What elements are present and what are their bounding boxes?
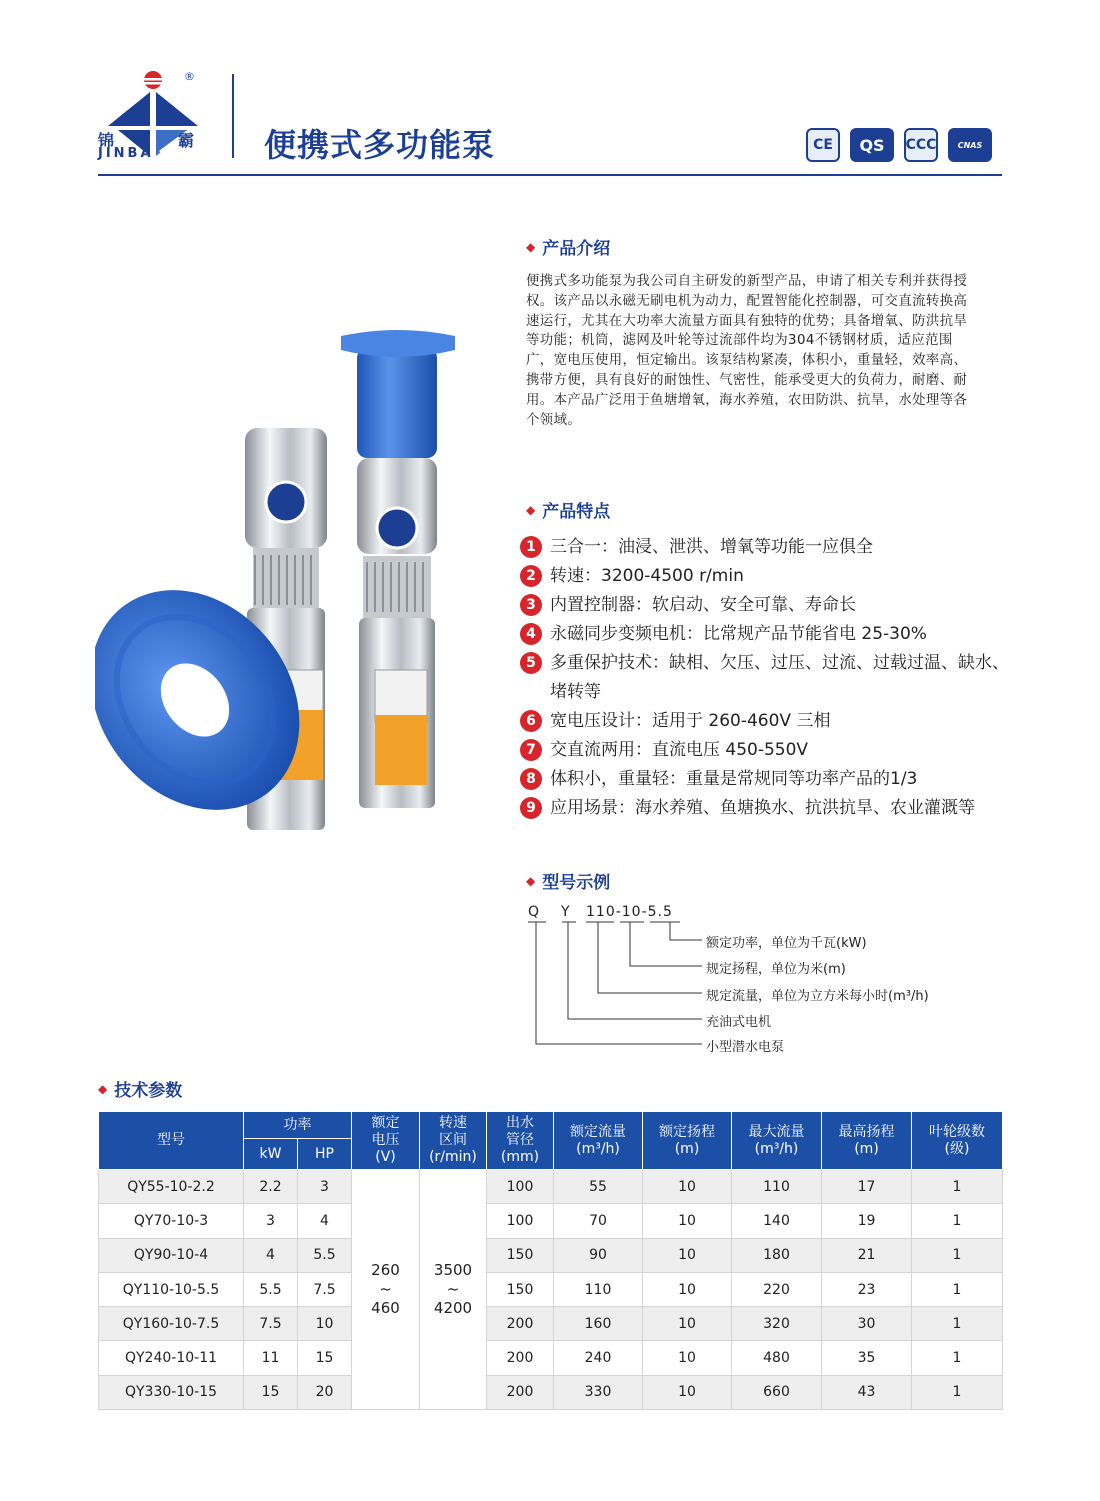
table-row: QY70-10-3 3 4 100 70 10 140 19 1	[99, 1204, 1003, 1238]
table-row: QY160-10-7.5 7.5 10 200 160 10 320 30 1	[99, 1307, 1003, 1341]
model-code-y: Y	[561, 904, 571, 920]
feature-item: 9 应用场景：海水养殖、鱼塘换水、抗洪抗旱、农业灌溉等	[520, 794, 1010, 823]
header-rule	[98, 174, 1002, 176]
table-row: QY90-10-4 4 5.5 150 90 10 180 21 1	[99, 1238, 1003, 1272]
speed-range: 3500 ~ 4200	[420, 1170, 487, 1410]
feature-item: 8 体积小，重量轻：重量是常规同等功率产品的1/3	[520, 765, 1010, 794]
feature-item: 7 交直流两用：直流电压 450-550V	[520, 736, 1010, 765]
features-heading: ◆ 产品特点	[526, 502, 611, 522]
product-pump-image	[95, 330, 495, 840]
number-badge-icon: 1	[520, 536, 542, 558]
model-code-q: Q	[528, 904, 541, 920]
feature-item: 5 多重保护技术：缺相、欠压、过压、过流、过载过温、缺水、堵转等	[520, 649, 1010, 707]
diamond-bullet-icon: ◆	[526, 873, 536, 888]
table-row: QY55-10-2.2 2.2 3 260 ~ 460 3500 ~ 4200 100 55 10 110 17 1	[99, 1170, 1003, 1204]
header-outlet: 出水 管径 (mm)	[487, 1112, 554, 1170]
model-example-heading: ◆ 型号示例	[526, 873, 611, 893]
number-badge-icon: 6	[520, 710, 542, 732]
model-desc-motor: 充油式电机	[706, 1015, 772, 1030]
feature-item: 1 三合一：油浸、泄洪、增氧等功能一应俱全	[520, 533, 1010, 562]
ccc-cert-icon: CCC	[904, 128, 938, 162]
header-voltage: 额定 电压 (V)	[352, 1112, 420, 1170]
number-badge-icon: 4	[520, 623, 542, 645]
table-row: QY330-10-15 15 20 200 330 10 660 43 1	[99, 1375, 1003, 1409]
qs-cert-icon: QS	[850, 128, 894, 162]
model-desc-power: 额定功率，单位为千瓦(kW)	[706, 936, 867, 951]
header-hp: HP	[298, 1139, 352, 1170]
number-badge-icon: 8	[520, 768, 542, 790]
header-model: 型号	[99, 1112, 244, 1170]
header-divider	[232, 74, 234, 158]
feature-item: 3 内置控制器：软启动、安全可靠、寿命长	[520, 591, 1010, 620]
header-kw: kW	[244, 1139, 298, 1170]
certification-badges	[806, 128, 992, 162]
feature-list	[520, 533, 1010, 823]
spec-table	[98, 1111, 1003, 1410]
table-row: QY240-10-11 11 15 200 240 10 480 35 1	[99, 1341, 1003, 1375]
model-desc-flow: 规定流量，单位为立方米每小时(m³/h)	[706, 989, 929, 1004]
model-code-rest: 110-10-5.5	[586, 904, 673, 920]
feature-item: 6 宽电压设计：适用于 260-460V 三相	[520, 707, 1010, 736]
table-row: QY110-10-5.5 5.5 7.5 150 110 10 220 23 1	[99, 1272, 1003, 1306]
header-speed: 转速 区间 (r/min)	[420, 1112, 487, 1170]
number-badge-icon: 5	[520, 652, 542, 674]
intro-paragraph: 便携式多功能泵为我公司自主研发的新型产品，申请了相关专利并获得授权。该产品以永磁无刷电机为动力，配置智能化控制器，可交直流转换高速运行，尤其在大功率大流量方面具有独特的优势；具备增氧、防洪抗旱等功能；机筒，滤网及叶轮等过流部件均为304不锈钢材质，适应范围广，宽电压使用，恒定输出。该泵结构紧凑，体积小，重量轻，效率高、携带方便，具有良好的耐蚀性、气密性，能承受更大的负荷力，耐磨、耐用。本产品广泛用于鱼塘增氧，海水养殖，农田防洪、抗旱，水处理等各个领域。	[526, 274, 968, 428]
feature-item: 2 转速：3200-4500 r/min	[520, 562, 1010, 591]
logo-chinese-right: 霸	[178, 131, 195, 150]
logo-chinese-left: 锦	[98, 131, 115, 150]
intro-heading: ◆ 产品介绍	[526, 239, 611, 259]
feature-item: 4 永磁同步变频电机：比常规产品节能省电 25-30%	[520, 620, 1010, 649]
diamond-bullet-icon: ◆	[526, 239, 536, 254]
cnas-cert-icon: CNAS	[948, 128, 992, 162]
voltage-range: 260 ~ 460	[352, 1170, 420, 1410]
logo-english: JINBA	[98, 146, 154, 161]
header-max-flow: 最大流量 (m³/h)	[732, 1112, 822, 1170]
header-rated-flow: 额定流量 (m³/h)	[554, 1112, 643, 1170]
diamond-bullet-icon: ◆	[526, 502, 536, 517]
ce-cert-icon: CE	[806, 128, 840, 162]
header-max-head: 最高扬程 (m)	[822, 1112, 912, 1170]
header-power: 功率	[244, 1112, 352, 1139]
registered-mark: ®	[184, 70, 195, 83]
diamond-bullet-icon: ◆	[98, 1081, 108, 1096]
model-desc-head: 规定扬程，单位为米(m)	[706, 962, 846, 977]
header-rated-head: 额定扬程 (m)	[643, 1112, 732, 1170]
header-stages: 叶轮级数 (级)	[912, 1112, 1003, 1170]
number-badge-icon: 7	[520, 739, 542, 761]
specs-heading: ◆ 技术参数	[98, 1081, 183, 1101]
model-desc-pump: 小型潜水电泵	[706, 1040, 785, 1055]
page-title: 便携式多功能泵	[264, 126, 496, 164]
number-badge-icon: 9	[520, 797, 542, 819]
number-badge-icon: 2	[520, 565, 542, 587]
number-badge-icon: 3	[520, 594, 542, 616]
